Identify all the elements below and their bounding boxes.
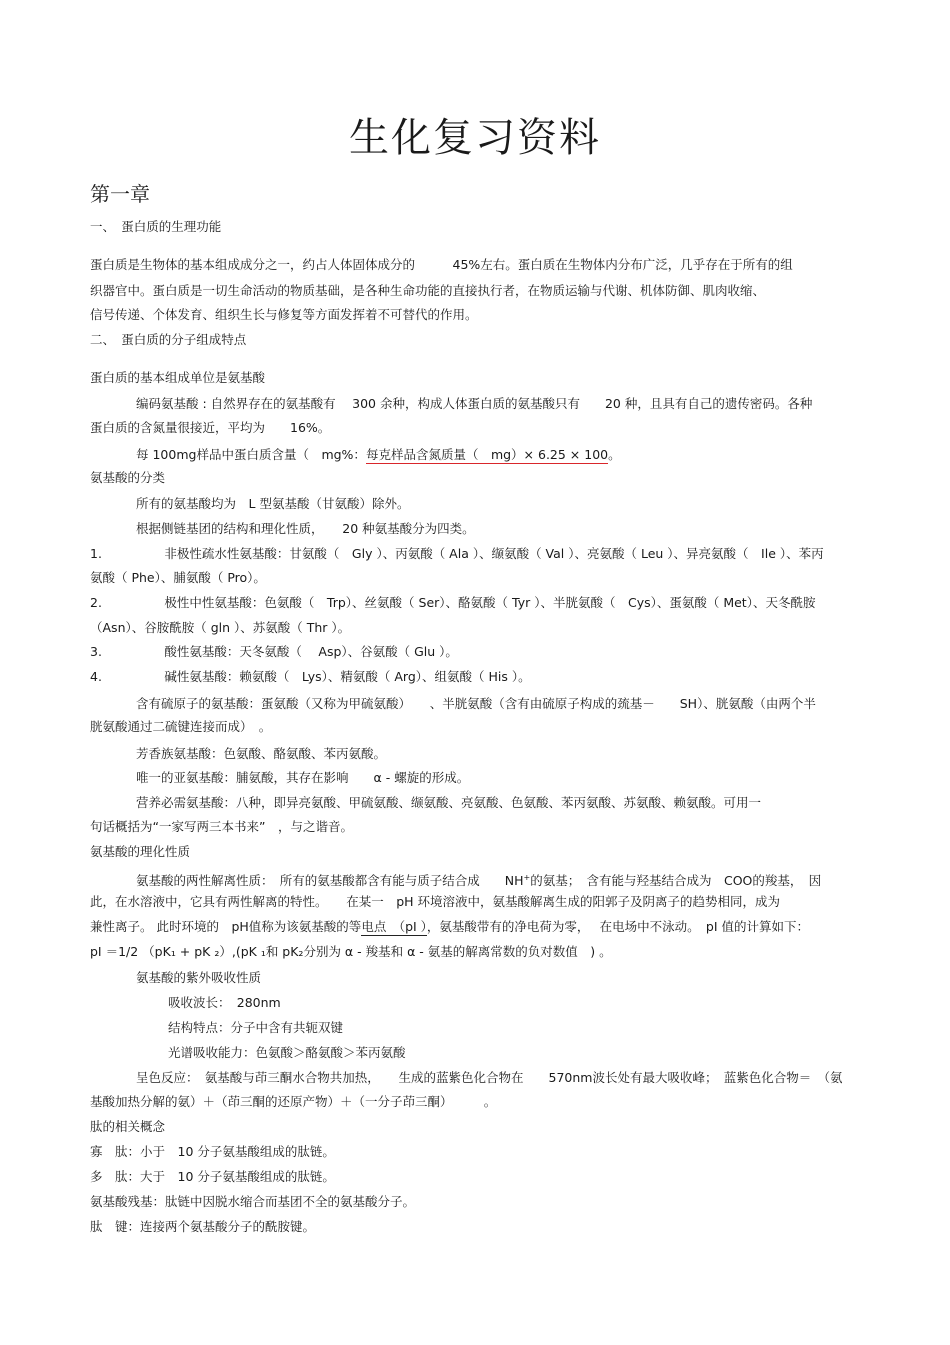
definition-line: 多 肽：大于 10 分子氨基酸组成的肽链。 (90, 1169, 335, 1184)
subheading: 肽的相关概念 (90, 1119, 166, 1134)
paragraph-line: 氨基酸的紫外吸收性质 (136, 970, 262, 985)
formula-line: pI ＝1/2 （pK₁ + pK ₂）,(pK ₁和 pK₂分别为 α - 羧基和 α - 氨基的解离常数的负对数值 ) 。 (90, 944, 612, 959)
text-run: ，氨基酸带有的净电荷为零， 在电场中不泳动。 pI 值的计算如下： (426, 919, 809, 934)
formula-line (136, 446, 621, 464)
paragraph-line (136, 869, 821, 890)
paragraph-line: 基酸加热分解的氨）＋（茚三酮的还原产物）＋（一分子茚三酮） 。 (90, 1094, 497, 1109)
paragraph-line: 织器官中。蛋白质是一切生命活动的物质基础，是各种生命功能的直接执行者，在物质运输与代谢、机体防御、肌肉收缩、 (90, 283, 766, 298)
paragraph-line: 此，在水溶液中，它具有两性解离的特性。 在某一 pH 环境溶液中，氨基酸解离生成的阳郭子及阴离子的趋势相同，成为 (90, 894, 781, 909)
paragraph-line (90, 918, 809, 936)
document-title: 生化复习资料 (349, 115, 601, 161)
paragraph-line: 根据侧链基团的结构和理化性质， 20 种氨基酸分为四类。 (136, 521, 475, 536)
definition-line: 氨基酸残基：肽链中因脱水缩合而基团不全的氨基酸分子。 (90, 1194, 416, 1209)
paragraph-line: 含有硫原子的氨基酸：蛋氨酸（又称为甲硫氨酸） 、半胱氨酸（含有由硫原子构成的巯基－ SH）、胱氨酸（由两个半 (136, 696, 816, 711)
section-heading-2: 二、 蛋白质的分子组成特点 (90, 332, 247, 347)
formula-underlined: 每克样品含氮质量（ mg）× 6.25 × 100 (365, 447, 609, 462)
paragraph-line: 唯一的亚氨基酸：脯氨酸，其存在影响 α - 螺旋的形成。 (136, 770, 470, 785)
subheading: 蛋白质的基本组成单位是氨基酸 (90, 370, 266, 385)
paragraph-line: 营养必需氨基酸：八种，即异亮氨酸、甲硫氨酸、缬氨酸、亮氨酸、色氨酸、苯丙氨酸、苏氨酸、赖氨酸。可用一 (136, 795, 762, 810)
text-run: 的氨基； 含有能与羟基结合成为 COO的羧基， 因 (530, 873, 822, 889)
paragraph-line: 句话概括为“一家写两三本书来” ，与之谐音。 (90, 819, 353, 834)
chapter-heading: 第一章 (90, 182, 150, 206)
section-heading-1: 一、 蛋白质的生理功能 (90, 219, 222, 234)
paragraph-line: 蛋白质的含氮量很接近，平均为 16%。 (90, 420, 331, 435)
paragraph-line: 胱氨酸通过二硫键连接而成） 。 (90, 719, 272, 734)
list-item: 2. 极性中性氨基酸：色氨酸（ Trp）、丝氨酸（ Ser）、酪氨酸（ Tyr ）、半胱氨酸（ Cys）、蛋氨酸（ Met）、天冬酰胺 (90, 595, 816, 610)
paragraph-line: 信号传递、个体发育、组织生长与修复等方面发挥着不可替代的作用。 (90, 307, 478, 322)
superscript: + (523, 873, 531, 882)
text-run: 氨基酸的两性解离性质： 所有的氨基酸都含有能与质子结合成 NH (136, 873, 524, 889)
list-item-continued: 氨酸（ Phe）、脯氨酸（ Pro）。 (90, 570, 266, 585)
paragraph-line: 结构特点：分子中含有共轭双键 (168, 1020, 344, 1035)
formula-lead: 每 100mg样品中蛋白质含量（ mg%： (136, 447, 366, 462)
definition-line: 肽 键：连接两个氨基酸分子的酰胺键。 (90, 1219, 316, 1234)
list-item: 1. 非极性疏水性氨基酸：甘氨酸（ Gly ）、丙氨酸（ Ala ）、缬氨酸（ Val ）、亮氨酸（ Leu ）、异亮氨酸（ Ile ）、苯丙 (90, 546, 824, 561)
list-item: 3. 酸性氨基酸：天冬氨酸（ Asp）、谷氨酸（ Glu ）。 (90, 644, 458, 659)
definition-line: 寡 肽：小于 10 分子氨基酸组成的肽链。 (90, 1144, 335, 1159)
paragraph-line: 芳香族氨基酸：色氨酸、酪氨酸、苯丙氨酸。 (136, 746, 387, 761)
formula-end: 。 (608, 447, 621, 462)
list-item: 4. 碱性氨基酸：赖氨酸（ Lys）、精氨酸（ Arg）、组氨酸（ His ）。 (90, 669, 531, 684)
paragraph-line: 光谱吸收能力：色氨酸＞酪氨酸＞苯丙氨酸 (168, 1045, 406, 1060)
paragraph-line: 吸收波长： 280nm (168, 995, 281, 1010)
underlined-term: 电点 （pI ） (361, 919, 427, 934)
paragraph-line: 呈色反应： 氨基酸与茚三酮水合物共加热， 生成的蓝紫色化合物在 570nm波长处有最大吸收峰； 蓝紫色化合物＝ （氨 (136, 1070, 843, 1085)
list-item-continued: （Asn）、谷胺酰胺（ gln ）、苏氨酸（ Thr ）。 (90, 620, 351, 635)
paragraph-line: 编码氨基酸 : 自然界存在的氨基酸有 300 余种，构成人体蛋白质的氨基酸只有 20 种，且具有自己的遗传密码。各种 (136, 396, 813, 411)
text-run: 兼性离子。 此时环境的 pH值称为该氨基酸的等 (90, 919, 362, 934)
paragraph-line: 所有的氨基酸均为 L 型氨基酸（甘氨酸）除外。 (136, 496, 410, 511)
paragraph-line: 蛋白质是生物体的基本组成成分之一，约占人体固体成分的 45%左右。蛋白质在生物体内分布广泛，几乎存在于所有的组 (90, 257, 793, 272)
subheading: 氨基酸的分类 (90, 470, 166, 485)
subheading: 氨基酸的理化性质 (90, 844, 191, 859)
